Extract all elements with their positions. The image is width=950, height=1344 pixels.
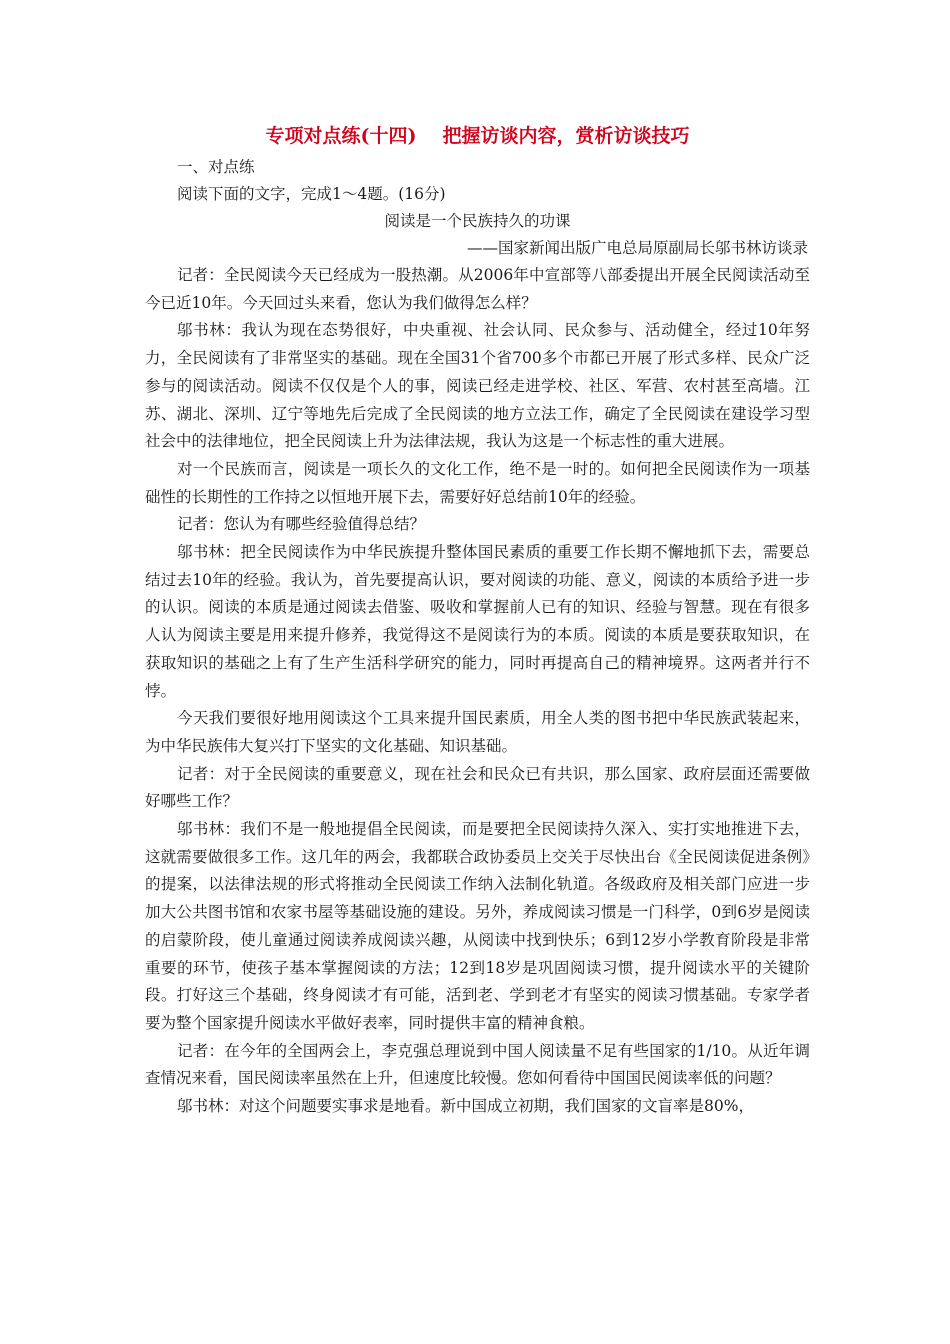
document-page [145,118,810,1121]
instruction: 阅读下面的文字，完成1～4题。(16分) [177,185,446,203]
title-part-2: 把握访谈内容，赏析访谈技巧 [442,125,690,147]
paragraph: 记者：在今年的全国两会上，李克强总理说到中国人阅读量不足有些国家的1/10。从近年调查情况来看，国民阅读率虽然在上升，但速度比较慢。您如何看待中国国民阅读率低的问题？ [145,1041,810,1088]
paragraph: 邬书林：把全民阅读作为中华民族提升整体国民素质的重要工作长期不懈地抓下去，需要总结过去10年的经验。我认为，首先要提高认识，要对阅读的功能、意义，阅读的本质给予进一步的认识。阅读的本质是通过阅读去借鉴、吸收和掌握前人已有的知识、经验与智慧。现在有很多人认为阅读主要是用来提升修养，我觉得这不是阅读行为的本质。阅读的本质是要获取知识，在获取知识的基础之上有了生产生活科学研究的能力，同时再提高自己的精神境界。这两者并行不悖。 [145,543,810,700]
page-title [145,118,810,154]
title-part-1: 专项对点练(十四) [265,125,417,147]
paragraph: 对一个民族而言，阅读是一项长久的文化工作，绝不是一时的。如何把全民阅读作为一项基础性的长期性的工作持之以恒地开展下去，需要好好总结前10年的经验。 [145,459,810,506]
paragraph: 记者：全民阅读今天已经成为一股热潮。从2006年中宣部等八部委提出开展全民阅读活动至今已近10年。今天回过头来看，您认为我们做得怎么样？ [145,266,810,312]
article-subtitle: ——国家新闻出版广电总局原副局长邬书林访谈录 [466,239,808,257]
paragraph: 邬书林：我认为现在态势很好，中央重视、社会认同、民众参与、活动健全，经过10年努力，全民阅读有了非常坚实的基础。现在全国31个省700多个市都已开展了形式多样、民众广泛参与的阅读活动。阅读不仅仅是个人的事，阅读已经走进学校、社区、军营、农村甚至高墙。江苏、湖北、深圳、辽宁等地先后完成了全民阅读的地方立法工作，确定了全民阅读在建设学习型社会中的法律地位，把全民阅读上升为法律法规，我认为这是一个标志性的重大进展。 [145,321,810,451]
paragraph: 今天我们要很好地用阅读这个工具来提升国民素质，用全人类的图书把中华民族武装起来，为中华民族伟大复兴打下坚实的文化基础、知识基础。 [145,709,810,755]
section-heading: 一、对点练 [177,158,255,176]
paragraph: 邬书林：对这个问题要实事求是地看。新中国成立初期，我们国家的文盲率是80%， [177,1097,754,1116]
paragraph: 记者：您认为有哪些经验值得总结？ [177,515,426,534]
article-title: 阅读是一个民族持久的功课 [384,212,571,230]
paragraph: 邬书林：我们不是一般地提倡全民阅读，而是要把全民阅读持久深入、实打实地推进下去，这就需要做很多工作。这几年的两会，我都联合政协委员上交关于尽快出台《全民阅读促进条例》的提案，以法律法规的形式将推动全民阅读工作纳入法制化轨道。各级政府及相关部门应进一步加大公共图书馆和农家书屋等基础设施的建设。另外，养成阅读习惯是一门科学，0到6岁是阅读的启蒙阶段，使儿童通过阅读养成阅读兴趣，从阅读中找到快乐；6到12岁小学教育阶段是非常重要的环节，使孩子基本掌握阅读的方法；12到18岁是巩固阅读习惯，提升阅读水平的关键阶段。打好这三个基础，终身阅读才有可能，活到老、学到老才有坚实的阅读习惯基础。专家学者要为整个国家提升阅读水平做好表率，同时提供丰富的精神食粮。 [145,820,810,1032]
paragraph: 记者：对于全民阅读的重要意义，现在社会和民众已有共识，那么国家、政府层面还需要做好哪些工作？ [145,764,810,811]
